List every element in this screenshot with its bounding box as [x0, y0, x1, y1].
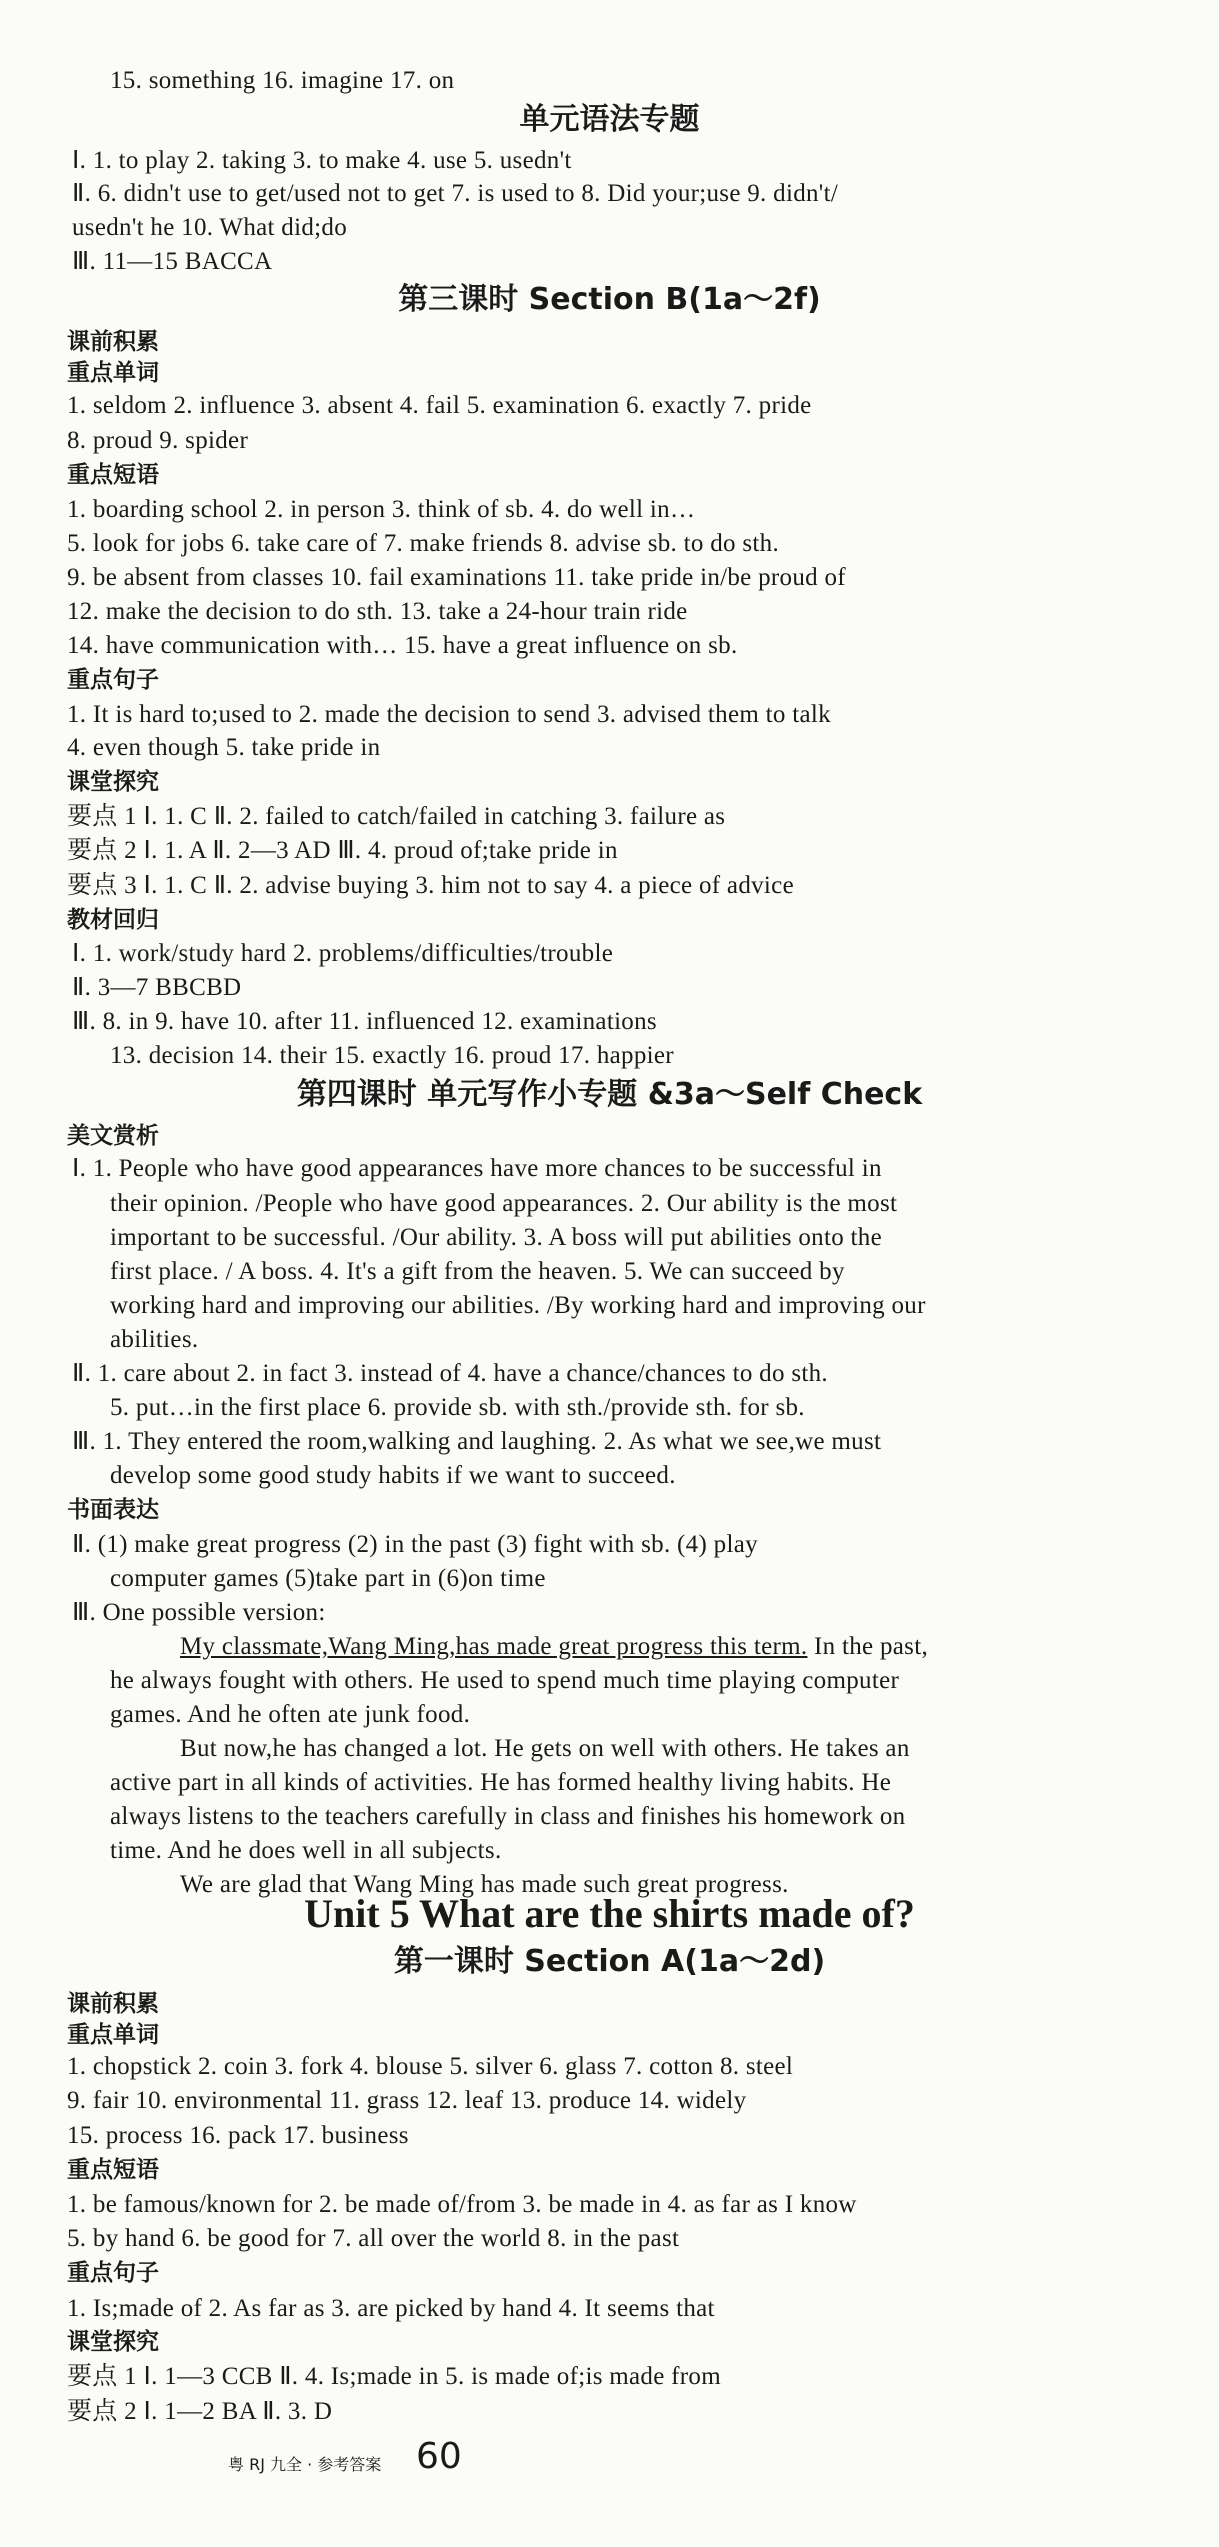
- text-line: 1. chopstick 2. coin 3. fork 4. blouse 5. silver 6. glass 7. cotton 8. steel: [67, 2053, 794, 2080]
- text-line: 要点 3 Ⅰ. 1. C Ⅱ. 2. advise buying 3. him not to say 4. a piece of advice: [67, 872, 794, 899]
- text-line: Ⅰ. 1. People who have good appearances have more chances to be successful in: [72, 1155, 882, 1182]
- section-heading: 第四课时 单元写作小专题 &3a～Self Check: [296, 1077, 923, 1112]
- text-line: Ⅱ. 3—7 BBCBD: [72, 974, 242, 1001]
- sub-label: 重点短语: [67, 462, 159, 488]
- sub-label: 教材回归: [67, 907, 159, 933]
- text-line: Ⅲ. 11—15 BACCA: [72, 248, 273, 275]
- essay-line: always listens to the teachers carefully in class and finishes his homework on: [110, 1803, 906, 1830]
- text-line: 1. boarding school 2. in person 3. think of sb. 4. do well in…: [67, 496, 696, 523]
- text-line: 5. put…in the first place 6. provide sb. with sth./provide sth. for sb.: [110, 1394, 805, 1421]
- text-line: Ⅰ. 1. work/study hard 2. problems/difficulties/trouble: [72, 940, 614, 967]
- text-line: 9. be absent from classes 10. fail examinations 11. take pride in/be proud of: [67, 564, 846, 591]
- text-line: Ⅱ. 6. didn't use to get/used not to get 7. is used to 8. Did your;use 9. didn't/: [72, 180, 839, 207]
- essay-line: he always fought with others. He used to spend much time playing computer: [110, 1667, 900, 1694]
- sub-label: 课堂探究: [67, 2329, 159, 2355]
- text-line: 要点 2 Ⅰ. 1. A Ⅱ. 2—3 AD Ⅲ. 4. proud of;take pride in: [67, 837, 618, 864]
- text-line: 9. fair 10. environmental 11. grass 12. leaf 13. produce 14. widely: [67, 2087, 747, 2114]
- sub-label: 课堂探究: [67, 769, 159, 795]
- text-line: 1. It is hard to;used to 2. made the decision to send 3. advised them to talk: [67, 701, 831, 728]
- sub-label: 书面表达: [67, 1497, 159, 1523]
- text-line: 要点 1 Ⅰ. 1. C Ⅱ. 2. failed to catch/failed in catching 3. failure as: [67, 803, 726, 830]
- essay-line: My classmate,Wang Ming,has made great progress this term. In the past,: [180, 1633, 928, 1660]
- text-line: usedn't he 10. What did;do: [72, 214, 347, 241]
- text-line: 15. process 16. pack 17. business: [67, 2122, 409, 2149]
- essay-line: active part in all kinds of activities. He has formed healthy living habits. He: [110, 1769, 892, 1796]
- sub-label: 重点单词: [67, 2022, 159, 2048]
- sub-label: 课前积累: [67, 1991, 159, 2017]
- text-line: Ⅱ. 1. care about 2. in fact 3. instead of 4. have a chance/chances to do sth.: [72, 1360, 828, 1387]
- footer-label: 粤 RJ 九全 · 参考答案: [228, 2455, 382, 2474]
- essay-line: We are glad that Wang Ming has made such great progress.: [180, 1871, 789, 1898]
- text-line: abilities.: [110, 1326, 199, 1353]
- essay-line: But now,he has changed a lot. He gets on well with others. He takes an: [180, 1735, 910, 1762]
- text-line: computer games (5)take part in (6)on time: [110, 1565, 546, 1592]
- essay-line: games. And he often ate junk food.: [110, 1701, 471, 1728]
- text-line: first place. / A boss. 4. It's a gift from the heaven. 5. We can succeed by: [110, 1258, 845, 1285]
- section-heading: 第三课时 Section B(1a～2f): [398, 282, 821, 317]
- text-line: 5. look for jobs 6. take care of 7. make friends 8. advise sb. to do sth.: [67, 530, 780, 557]
- sub-label: 重点单词: [67, 360, 159, 386]
- text-line: Ⅲ. 1. They entered the room,walking and laughing. 2. As what we see,we must: [72, 1428, 882, 1455]
- text-line: 13. decision 14. their 15. exactly 16. proud 17. happier: [110, 1042, 674, 1069]
- text-line: Ⅲ. 8. in 9. have 10. after 11. influenced 12. examinations: [72, 1008, 657, 1035]
- text-line: 14. have communication with… 15. have a great influence on sb.: [67, 632, 738, 659]
- text-line: Ⅲ. One possible version:: [72, 1599, 326, 1626]
- text-line: 12. make the decision to do sth. 13. take a 24-hour train ride: [67, 598, 688, 625]
- text-line: 1. Is;made of 2. As far as 3. are picked by hand 4. It seems that: [67, 2295, 715, 2322]
- text-line: 5. by hand 6. be good for 7. all over the world 8. in the past: [67, 2225, 680, 2252]
- text-line: 15. something 16. imagine 17. on: [110, 67, 455, 94]
- text-line: 4. even though 5. take pride in: [67, 734, 381, 761]
- text-line: Ⅰ. 1. to play 2. taking 3. to make 4. use 5. usedn't: [72, 147, 572, 174]
- text-line: working hard and improving our abilities. /By working hard and improving our: [110, 1292, 926, 1319]
- text-line: 1. be famous/known for 2. be made of/from 3. be made in 4. as far as I know: [67, 2191, 857, 2218]
- text-line: develop some good study habits if we want to succeed.: [110, 1462, 676, 1489]
- essay-line: time. And he does well in all subjects.: [110, 1837, 502, 1864]
- sub-label: 重点句子: [67, 2260, 159, 2286]
- text-line: 1. seldom 2. influence 3. absent 4. fail 5. examination 6. exactly 7. pride: [67, 392, 812, 419]
- text-line: 要点 1 Ⅰ. 1—3 CCB Ⅱ. 4. Is;made in 5. is made of;is made from: [67, 2363, 721, 2390]
- sub-label: 重点短语: [67, 2157, 159, 2183]
- text-line: Ⅱ. (1) make great progress (2) in the past (3) fight with sb. (4) play: [72, 1531, 758, 1558]
- sub-label: 美文赏析: [67, 1123, 159, 1149]
- text-line: 8. proud 9. spider: [67, 427, 249, 454]
- sub-label: 重点句子: [67, 667, 159, 693]
- section-heading: 第一课时 Section A(1a～2d): [393, 1944, 826, 1979]
- underlined-topic-sentence: My classmate,Wang Ming,has made great progress this term.: [180, 1633, 808, 1660]
- text-line: their opinion. /People who have good appearances. 2. Our ability is the most: [110, 1190, 898, 1217]
- section-heading: 单元语法专题: [519, 102, 700, 137]
- text-line: important to be successful. /Our ability. 3. A boss will put abilities onto the: [110, 1224, 883, 1251]
- sub-label: 课前积累: [67, 329, 159, 355]
- page-number: 60: [416, 2436, 462, 2477]
- unit-title: Unit 5 What are the shirts made of?: [304, 1891, 915, 1936]
- text-line: 要点 2 Ⅰ. 1—2 BA Ⅱ. 3. D: [67, 2398, 333, 2425]
